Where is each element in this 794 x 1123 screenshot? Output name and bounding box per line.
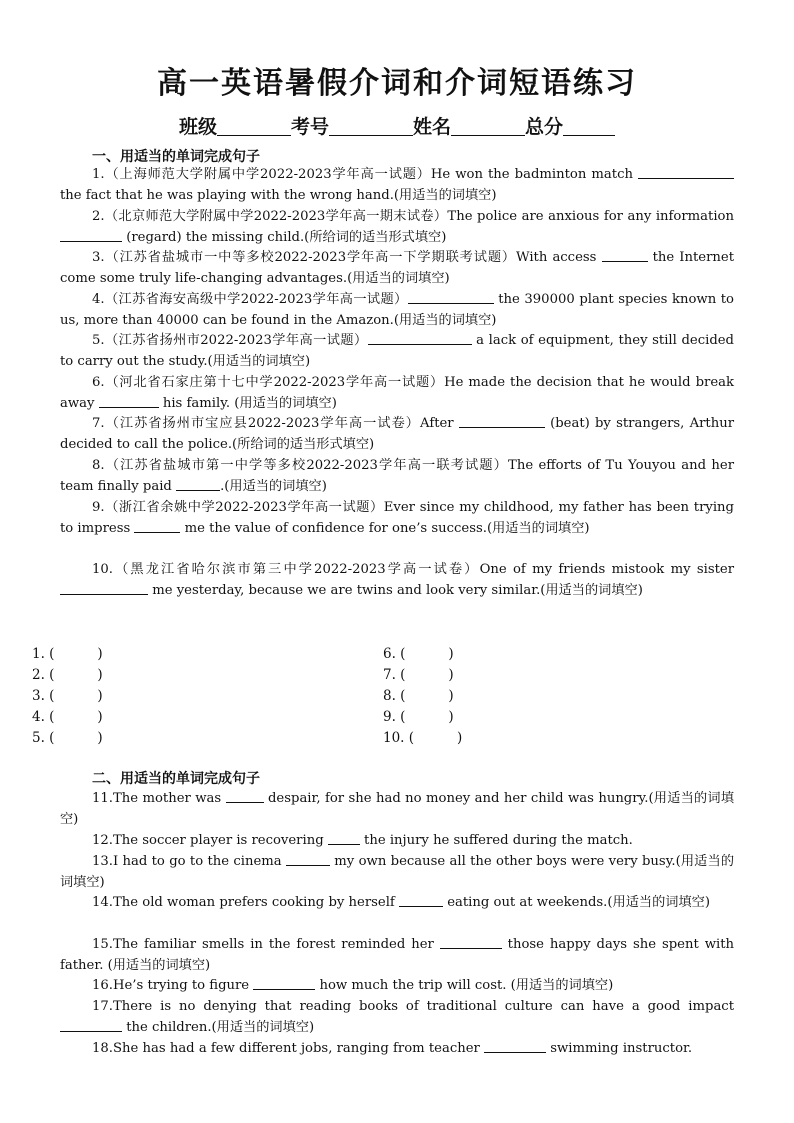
question-1: 1.（上海师范大学附属中学2022-2023学年高一试题）He won the badminton match the fact that he was playing with the wrong hand.(用适当的词填空): [60, 165, 734, 207]
answer-blank[interactable]: [286, 852, 330, 866]
answer-blank[interactable]: [638, 165, 734, 179]
answer-slot-2[interactable]: 2. ( ): [32, 667, 103, 683]
answer-blank[interactable]: [253, 976, 315, 990]
question-16: 16.He’s trying to figure how much the trip will cost. (用适当的词填空): [92, 978, 614, 993]
question-6: 6.（河北省石家庄第十七中学2022-2023学年高一试题）He made the decision that he would break away his family. (用适当的词填空): [60, 375, 734, 411]
answer-blank[interactable]: [60, 581, 148, 595]
answer-blank[interactable]: [440, 935, 502, 949]
student-info-line: [60, 112, 734, 139]
name-label: 姓名: [413, 116, 452, 138]
question-2: 2.（北京师范大学附属中学2022-2023学年高一期末试卷）The police are anxious for any information (regard) the missing child.(所给词的适当形式填空): [60, 207, 734, 249]
question-11: 11.The mother was despair, for she had no money and her child was hungry.(用适当的词填空): [60, 791, 735, 827]
answer-blank[interactable]: [134, 519, 180, 533]
class-blank[interactable]: [217, 117, 291, 136]
answer-slot-7[interactable]: 7. ( ): [383, 667, 454, 683]
answer-blank[interactable]: [226, 789, 264, 803]
answer-blank[interactable]: [368, 331, 472, 345]
class-label: 班级: [178, 116, 217, 138]
question-14: 14.The old woman prefers cooking by herself eating out at weekends.(用适当的词填空): [92, 895, 710, 910]
answer-slot-8[interactable]: 8. ( ): [383, 688, 454, 704]
question-17: 17.There is no denying that reading books of traditional culture can have a good impact the children.(用适当的词填空): [60, 997, 734, 1039]
answer-blank[interactable]: [602, 248, 648, 262]
answer-slot-9[interactable]: 9. ( ): [383, 709, 454, 725]
section-1-heading: 一、用适当的单词完成句子: [92, 149, 260, 165]
question-10: 10.（黑龙江省哈尔滨市第三中学2022-2023学高一试卷）One of my friends mistook my sister me yesterday, because we are twins and look very similar.(用适当的词填空): [60, 560, 734, 602]
question-15: 15.The familiar smells in the forest reminded her those happy days she spent with father. (用适当的词填空): [60, 937, 734, 973]
answer-blank[interactable]: [408, 290, 494, 304]
answer-slot-1[interactable]: 1. ( ): [32, 646, 103, 662]
question-9: 9.（浙江省余姚中学2022-2023学年高一试题）Ever since my childhood, my father has been trying to impress me the value of confidence for one’s success.(用适当的词填空): [60, 500, 734, 536]
question-4: 4.（江苏省海安高级中学2022-2023学年高一试题） the 390000 plant species known to us, more than 40000 can be found in the Amazon.(用适当的词填空): [60, 292, 734, 328]
question-13: 13.I had to go to the cinema my own because all the other boys were very busy.(用适当的词填空): [60, 854, 735, 890]
page-title: 高一英语暑假介词和介词短语练习: [157, 66, 637, 101]
answer-blank[interactable]: [60, 228, 122, 242]
answer-blank[interactable]: [399, 893, 443, 907]
answer-blank[interactable]: [459, 414, 545, 428]
question-18: 18.She has had a few different jobs, ranging from teacher swimming instructor.: [92, 1041, 693, 1056]
answer-blank[interactable]: [99, 394, 159, 408]
answer-slot-4[interactable]: 4. ( ): [32, 709, 103, 725]
answer-blank[interactable]: [176, 477, 220, 491]
name-blank[interactable]: [451, 117, 525, 136]
answer-blank[interactable]: [60, 1018, 122, 1032]
number-label: 考号: [290, 116, 329, 138]
score-label: 总分: [525, 116, 564, 138]
question-8: 8.（江苏省盐城市第一中学等多校2022-2023学年高一联考试题）The efforts of Tu Youyou and her team finally paid .(用适当的词填空): [60, 458, 734, 494]
number-blank[interactable]: [329, 117, 413, 136]
question-12: 12.The soccer player is recovering the injury he suffered during the match.: [92, 833, 633, 848]
answer-slot-10[interactable]: 10. ( ): [383, 730, 463, 746]
section-2-heading: 二、用适当的单词完成句子: [92, 771, 260, 787]
answer-blank[interactable]: [484, 1039, 546, 1053]
answer-blank[interactable]: [328, 831, 360, 845]
answer-slot-5[interactable]: 5. ( ): [32, 730, 103, 746]
question-3: 3.（江苏省盐城市一中等多校2022-2023学年高一下学期联考试题）With access the Internet come some truly life-changing advantages.(用适当的词填空): [60, 250, 734, 286]
question-5: 5.（江苏省扬州市2022-2023学年高一试题） a lack of equipment, they still decided to carry out the study.(用适当的词填空): [60, 333, 735, 369]
question-7: 7.（江苏省扬州市宝应县2022-2023学年高一试卷）After (beat) by strangers, Arthur decided to call the police.(所给词的适当形式填空): [60, 416, 734, 452]
score-blank[interactable]: [563, 117, 615, 136]
answer-slot-6[interactable]: 6. ( ): [383, 646, 454, 662]
answer-slot-3[interactable]: 3. ( ): [32, 688, 103, 704]
